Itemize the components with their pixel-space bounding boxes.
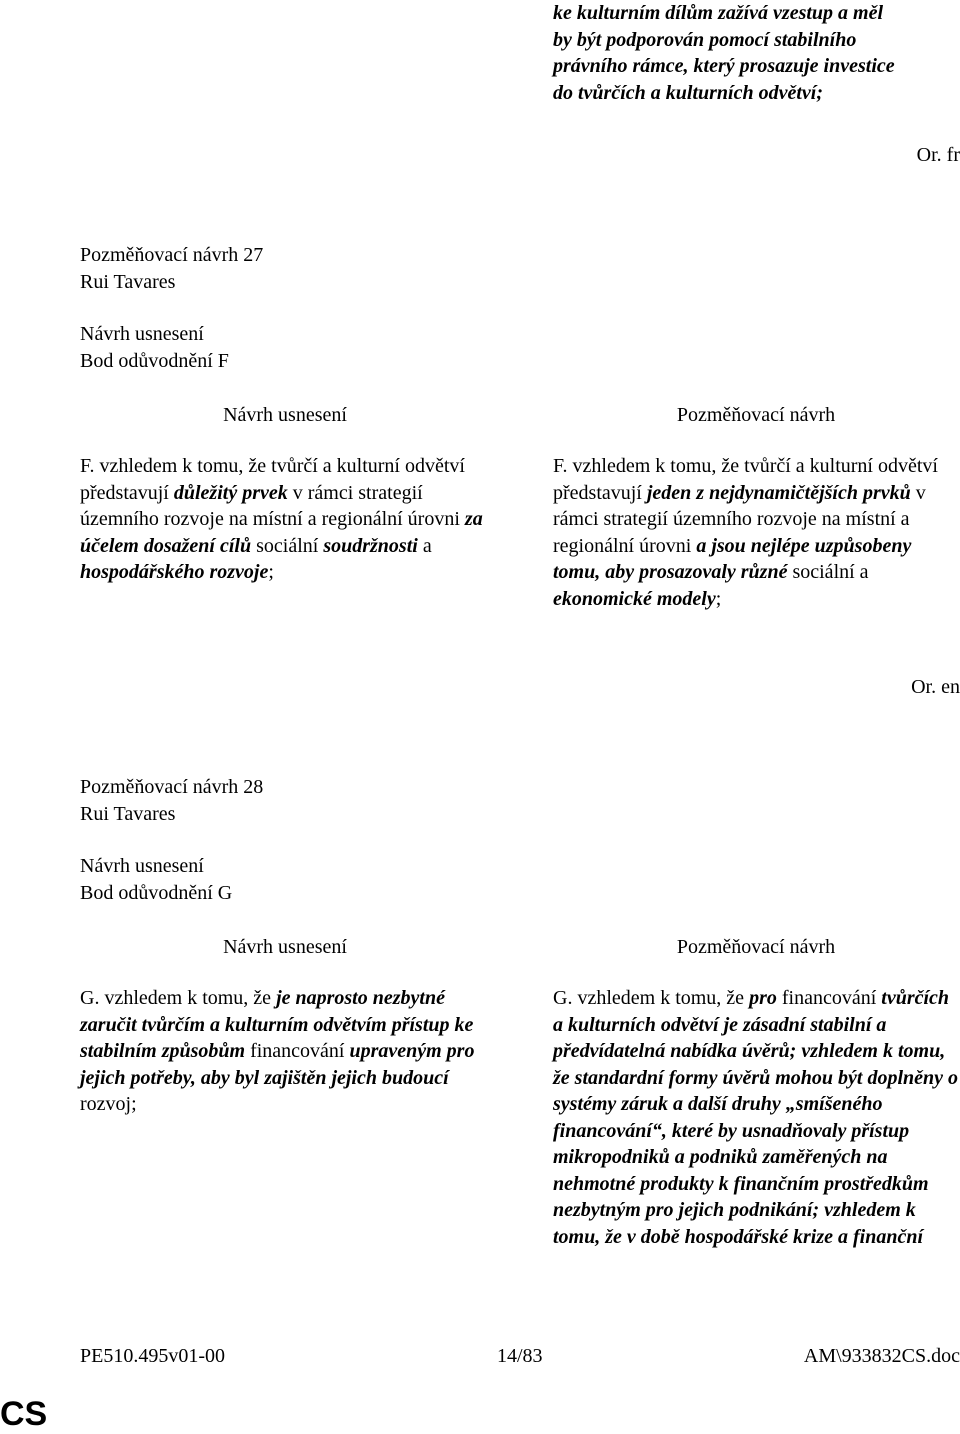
language-code: CS	[0, 1395, 48, 1433]
text-segment: financování	[245, 1040, 350, 1062]
changed-text-segment: upraveným pro jejich potřeby, aby byl zajištěn jejich budoucí	[80, 1040, 475, 1089]
text-segment: sociální	[251, 534, 324, 557]
recital-reference: Bod odůvodnění G	[80, 881, 233, 904]
left-column-header: Návrh usnesení	[223, 404, 347, 426]
amendment-27-target	[80, 321, 229, 374]
amended-text	[553, 453, 960, 612]
text-segment: rozvoj;	[80, 1093, 137, 1115]
original-language: Or. fr	[916, 144, 960, 166]
fragment-line: ke kulturním dílům zažívá vzestup a měl	[553, 2, 884, 24]
original-language: Or. en	[911, 676, 960, 698]
right-column-header: Pozměňovací návrh	[676, 404, 836, 426]
page-number: 14/83	[497, 1345, 543, 1367]
amendment-author: Rui Tavares	[80, 270, 176, 293]
changed-text-segment: pro	[749, 987, 777, 1009]
text-segment: sociální a	[787, 561, 869, 583]
amendment-author: Rui Tavares	[80, 802, 176, 825]
changed-text-segment: tvůrčích a kulturních odvětví je zásadní stabilní a předvídatelná nabídka úvěrů; vzhledem k tomu, že standardní formy úvěrů mohou být doplněny o systémy záruk a další druhy „smíšeného financování“, které by usnadňovaly přístup mikropodniků a podniků zaměřených na nehmotné produkty k finančním prostředkům nezbytným pro jejich podnikání; vzhledem k tomu, že v době hospodářské krize a finanční	[553, 987, 959, 1248]
text-segment: F. vzhledem k tomu, že tvůrčí a kulturní odvětví představují	[553, 455, 938, 504]
left-column-header: Návrh usnesení	[223, 936, 347, 958]
changed-text-segment: hospodářského rozvoje	[80, 561, 269, 583]
original-text	[80, 985, 490, 1118]
amendment-title: Pozměňovací návrh 27	[80, 244, 264, 266]
text-segment: G. vzhledem k tomu, že	[553, 987, 750, 1009]
text-segment: v rámci strategií územního rozvoje na místní a regionální úrovni	[553, 481, 926, 557]
document-reference: PE510.495v01-00	[80, 1345, 225, 1367]
original-text	[80, 453, 490, 586]
text-segment: F. vzhledem k tomu, že tvůrčí a kulturní odvětví představují	[80, 455, 465, 504]
fragment-line: by být podporován pomocí stabilního	[553, 28, 857, 51]
changed-text-segment: je naprosto nezbytné zaručit tvůrčím a kulturním odvětvím přístup ke stabilním způsobům	[80, 987, 474, 1062]
changed-text-segment: za účelem dosažení cílů	[80, 508, 483, 557]
changed-text-segment: soudržnosti	[323, 534, 418, 557]
amendment-28-target	[80, 853, 232, 906]
recital-reference: Bod odůvodnění F	[80, 349, 229, 372]
text-segment: ;	[268, 561, 274, 583]
text-segment: financování	[776, 987, 882, 1009]
amended-text	[553, 985, 960, 1250]
amendment-28-header	[80, 774, 263, 827]
text-segment: ;	[715, 587, 722, 610]
previous-amendment-fragment	[553, 0, 960, 106]
fragment-line: právního rámce, který prosazuje investice	[553, 55, 895, 77]
right-column-header: Pozměňovací návrh	[676, 936, 836, 958]
text-segment: v rámci strategií územního rozvoje na místní a regionální úrovni	[80, 481, 465, 530]
changed-text-segment: důležitý prvek	[173, 481, 288, 504]
fragment-line: do tvůrčích a kulturních odvětví;	[553, 81, 823, 104]
changed-text-segment: jeden z nejdynamičtějších prvků	[646, 481, 911, 504]
changed-text-segment: ekonomické modely	[553, 587, 716, 610]
document-type: Návrh usnesení	[80, 323, 204, 345]
document-type: Návrh usnesení	[80, 855, 204, 877]
file-reference: AM\933832CS.doc	[803, 1345, 960, 1367]
text-segment: a	[417, 534, 432, 557]
changed-text-segment: a jsou nejlépe uzpůsobeny tomu, aby prosazovaly různé	[553, 534, 912, 583]
amendment-title: Pozměňovací návrh 28	[80, 776, 264, 798]
text-segment: G. vzhledem k tomu, že	[80, 987, 277, 1009]
amendment-27-header	[80, 242, 263, 295]
